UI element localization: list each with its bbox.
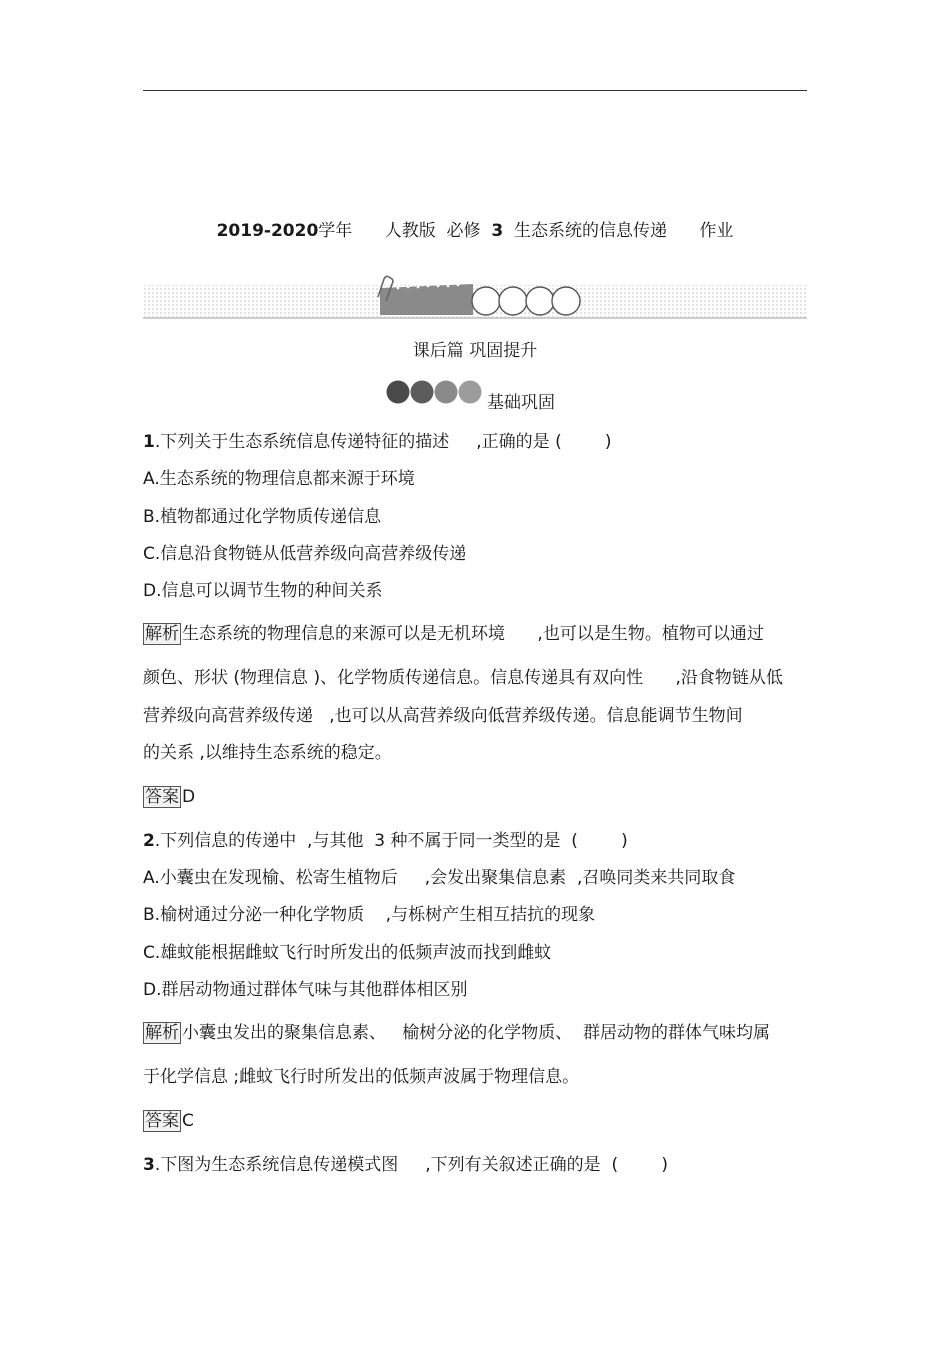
question-1-analysis-line: 营养级向高营养级传递 ,也可以从高营养级向低营养级传递。信息能调节生物间 (143, 706, 743, 726)
section-banner (143, 275, 807, 321)
answer-tag: 答案 (145, 787, 179, 807)
question-3-stem: 3.下图为生态系统信息传递模式图 ,下列有关叙述正确的是 ( ) (143, 1155, 668, 1175)
question-1-option-a: A.生态系统的物理信息都来源于环境 (143, 469, 415, 489)
page-title: 2019-2020学年 人教版 必修 3 生态系统的信息传递 作业 (216, 221, 734, 241)
answer-tag: 答案 (145, 1111, 179, 1131)
analysis-tag: 解析 (145, 1023, 179, 1043)
question-2-answer: 答案 C (145, 1111, 194, 1131)
question-1-analysis-line: 颜色、形状 (物理信息 )、化学物质传递信息。信息传递具有双向性 ,沿食物链从低 (143, 668, 783, 688)
question-1-option-b: B.植物都通过化学物质传递信息 (143, 507, 382, 527)
question-1-option-c: C.信息沿食物链从低营养级向高营养级传递 (143, 544, 467, 564)
question-2-option-d: D.群居动物通过群体气味与其他群体相区别 (143, 980, 468, 1000)
question-1-option-d: D.信息可以调节生物的种间关系 (143, 581, 383, 601)
section-title: 课后篇 巩固提升 (412, 341, 538, 361)
question-1-analysis-line: 的关系 ,以维持生态系统的稳定。 (143, 743, 392, 763)
question-1-analysis-line: 解析 生态系统的物理信息的来源可以是无机环境 ,也可以是生物。植物可以通过 (145, 624, 764, 644)
question-2-analysis-line: 解析 小囊虫发出的聚集信息素、 榆树分泌的化学物质、 群居动物的群体气味均属 (145, 1023, 771, 1043)
question-2-option-a: A.小囊虫在发现榆、松寄生植物后 ,会发出聚集信息素 ,召唤同类来共同取食 (143, 868, 736, 888)
question-1-answer: 答案 D (145, 787, 196, 807)
header-rule (143, 90, 807, 91)
question-2-analysis-line: 于化学信息 ;雌蚊飞行时所发出的低频声波属于物理信息。 (143, 1067, 580, 1087)
question-2-option-b: B.榆树通过分泌一种化学物质 ,与栎树产生相互拮抗的现象 (143, 905, 596, 925)
question-1-stem: 1.下列关于生态系统信息传递特征的描述 ,正确的是 ( ) (143, 432, 612, 452)
progress-dots-icon (386, 379, 486, 405)
subsection-label: 基础巩固 (487, 393, 555, 413)
question-2-option-c: C.雄蚊能根据雌蚊飞行时所发出的低频声波而找到雌蚊 (143, 943, 552, 963)
analysis-tag: 解析 (145, 624, 179, 644)
question-2-stem: 2.下列信息的传递中 ,与其他 3 种不属于同一类型的是 ( ) (143, 831, 628, 851)
